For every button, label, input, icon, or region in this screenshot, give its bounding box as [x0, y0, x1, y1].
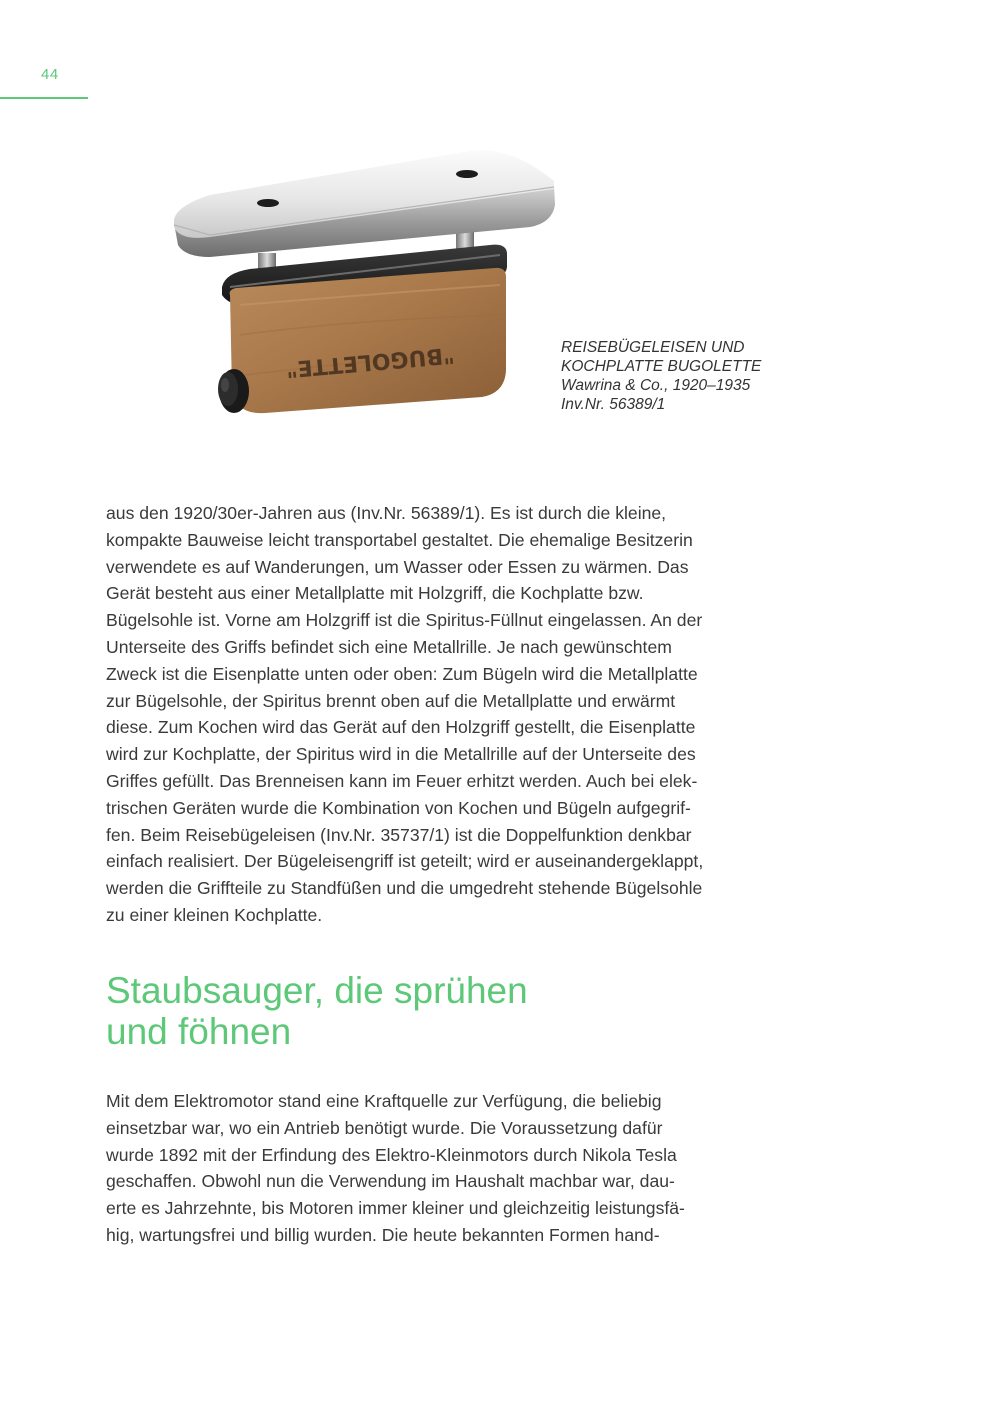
text-line: Mit dem Elektromotor stand eine Kraftquelle zur Verfügung, die beliebig	[106, 1091, 662, 1111]
text-line: wurde 1892 mit der Erfindung des Elektro-Kleinmotors durch Nikola Tesla	[106, 1144, 677, 1165]
text-line: diese. Zum Kochen wird das Gerät auf den Holzgriff gestellt, die Eisenplatte	[106, 717, 696, 738]
section-heading-line-2: und föhnen	[106, 1011, 292, 1052]
text-line: verwendete es auf Wanderungen, um Wasser oder Essen zu wärmen. Das	[106, 556, 689, 577]
text-line: fen. Beim Reisebügeleisen (Inv.Nr. 35737/1) ist die Doppelfunktion denkbar	[106, 824, 692, 845]
text-line: Unterseite des Griffs befindet sich eine Metallrille. Je nach gewünschtem	[106, 636, 672, 657]
caption-title-line-2: KOCHPLATTE BUGOLETTE	[561, 358, 762, 375]
text-line: einfach realisiert. Der Bügeleisengriff ist geteilt; wird er auseinandergeklappt,	[106, 851, 704, 872]
text-line: zu einer kleinen Kochplatte.	[106, 904, 323, 925]
text-line: zur Bügelsohle, der Spiritus brennt oben auf die Metallplatte und erwärmt	[106, 690, 676, 711]
text-line: werden die Griffteile zu Standfüßen und die umgedreht stehende Bügelsohle	[106, 878, 703, 899]
travel-iron-photo	[170, 145, 565, 445]
text-line: einsetzbar war, wo ein Antrieb benötigt wurde. Die Voraussetzung dafür	[106, 1117, 663, 1138]
text-line: geschaffen. Obwohl nun die Verwendung im Haushalt machbar war, dau-	[106, 1171, 675, 1192]
page-number: 44	[41, 66, 59, 83]
text-line: trischen Geräten wurde die Kombination von Kochen und Bügeln aufgegrif-	[106, 797, 691, 818]
text-line: Gerät besteht aus einer Metallplatte mit Holzgriff, die Kochplatte bzw.	[106, 583, 644, 604]
section-heading	[106, 970, 528, 1052]
body-paragraph-1	[106, 500, 786, 929]
text-line: kompakte Bauweise leicht transportabel gestaltet. Die ehemalige Besitzerin	[106, 529, 693, 550]
caption-inventory: Inv.Nr. 56389/1	[561, 396, 666, 413]
page-number-rule	[0, 97, 88, 99]
caption-title-line-1: REISEBÜGELEISEN UND	[561, 339, 745, 356]
bugolette-stamp: "BUGOLETTE"	[284, 341, 456, 382]
body-paragraph-2	[106, 1088, 786, 1249]
text-line: hig, wartungsfrei und billig wurden. Die heute bekannten Formen hand-	[106, 1224, 660, 1245]
section-heading-line-1: Staubsauger, die sprühen	[106, 970, 528, 1011]
text-line: erte es Jahrzehnte, bis Motoren immer kleiner und gleichzeitig leistungsfä-	[106, 1198, 685, 1219]
figure-caption	[561, 338, 821, 414]
caption-maker: Wawrina & Co., 1920–1935	[561, 377, 751, 394]
text-line: aus den 1920/30er-Jahren aus (Inv.Nr. 56389/1). Es ist durch die kleine,	[106, 503, 667, 523]
text-line: Griffes gefüllt. Das Brenneisen kann im Feuer erhitzt werden. Auch bei elek-	[106, 770, 698, 791]
text-line: wird zur Kochplatte, der Spiritus wird in die Metallrille auf der Unterseite des	[106, 744, 696, 765]
text-line: Zweck ist die Eisenplatte unten oder oben: Zum Bügeln wird die Metallplatte	[106, 663, 698, 684]
text-line: Bügelsohle ist. Vorne am Holzgriff ist die Spiritus-Füllnut eingelassen. An der	[106, 610, 703, 631]
